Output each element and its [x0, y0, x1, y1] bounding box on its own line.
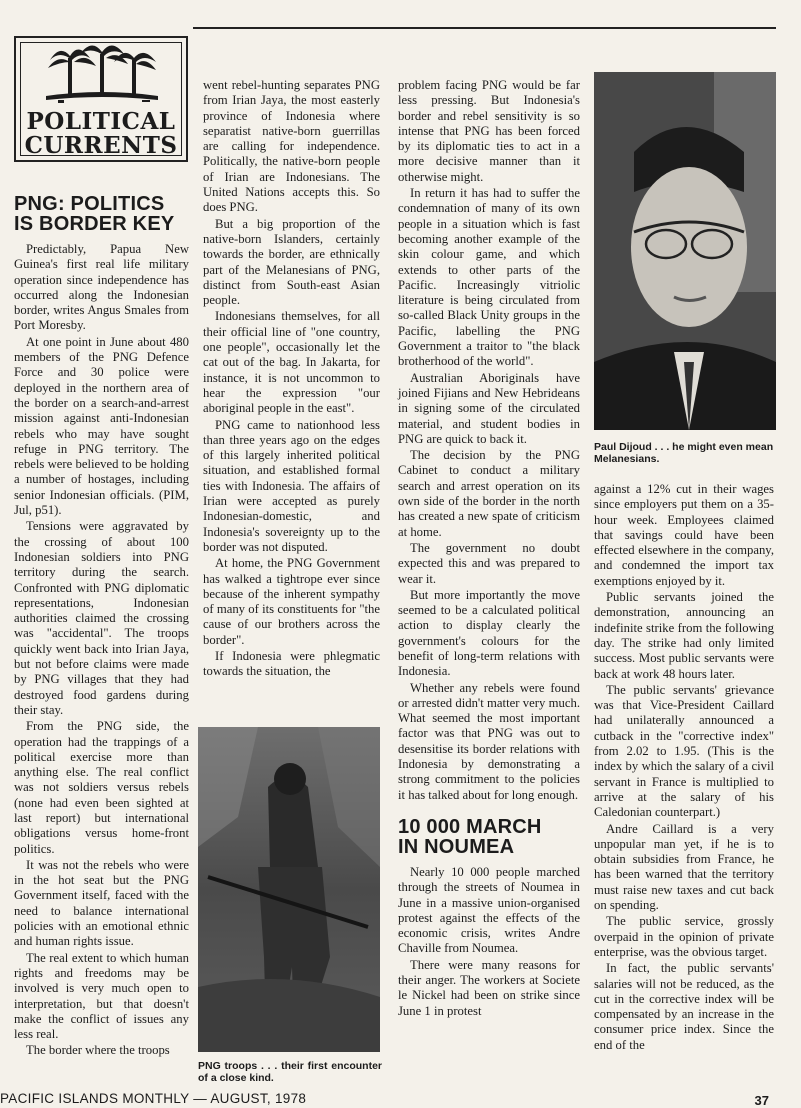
article1-paragraph: problem facing PNG would be far less pressing. But Indonesia's border and rebel sensitivity is so intense that PNG has been forced by its diplomatic ties to act in a more decisive manner than it otherwise might.: [398, 78, 580, 184]
article1-paragraph: The border where the troops: [26, 1043, 170, 1058]
masthead-line2: CURRENTS: [24, 132, 178, 159]
article2-paragraph: The public service, grossly overpaid in the opinion of private enterprise, was the obvious target.: [594, 914, 774, 959]
article1-paragraph: If Indonesia were phlegmatic towards the situation, the: [203, 648, 380, 679]
footer-page-number: 37: [754, 1093, 769, 1108]
article2-paragraph: Public servants joined the demonstration, announcing an indefinite strike from the following day. The strike had only limited success. Most public servants were back at work 48 hours later.: [594, 590, 774, 681]
article1-paragraph: Indonesians themselves, for all their official line of "one country, one people", occasionally let the cat out of the bag. In Jakarta, for instance, it is not uncommon to hear the expression "our aboriginal people in the east".: [203, 309, 380, 416]
article1-paragraph: went rebel-hunting separates PNG from Irian Jaya, the most easterly province of Indonesia where separatist native-born guerrillas are calling for independence. Politically, the native-born people of Irian are Indonesians. The United Nations accepts this. So does PNG.: [203, 78, 380, 215]
article2-paragraph: against a 12% cut in their wages since employers put them on a 35-hour week. Employees claimed that savings could have been effected elsewhere in the company, and condemned the import tax exemptions enjoyed by it.: [594, 482, 774, 588]
top-rule: [193, 27, 776, 29]
article1-paragraph: From the PNG side, the operation had the trappings of a political exercise more than anything else. The real conflict was not soldiers versus rebels (none had even been sighted at last report) but international obligations versus home-front politics.: [14, 719, 189, 856]
article2-paragraph: The public servants' grievance was that Vice-President Caillard had unilaterally announced a cutback in the "corrective index" from 2.02 to 1.95. (This is the index by which the salary of a civil servant in France is multiplied to arrive at the salary of his Caledonian counterpart.): [594, 682, 774, 820]
palm-trees-icon: [46, 40, 158, 106]
article1-paragraph: Australian Aboriginals have joined Fijians and New Hebrideans in signing some of the circulated material, and student bodies in PNG are quick to back it.: [398, 370, 580, 446]
column-4: [594, 482, 774, 1054]
article1-paragraph: It was not the rebels who were in the hot seat but the PNG Government itself, faced with the need to balance international policies with an emotional ethnic and human rights issue.: [14, 857, 189, 949]
column-2: [203, 78, 380, 681]
article1-paragraph: Predictably, Papua New Guinea's first real life military operation since independence has occurred along the Indonesian border, writes Angus Smales from Port Moresby.: [14, 242, 189, 333]
column-1: [14, 194, 189, 1060]
article1-paragraph: In return it has had to suffer the condemnation of many of its own people in a situation which is fast becoming another example of the skin colour game, and which extends to other parts of the Pacific. Increasingly vitriolic literature is being circulated from so-called Black Unity groups in the Pacific, labelling the PNG Government a traitor to "the black brotherhood of the world".: [398, 186, 580, 369]
article2-paragraph: Nearly 10 000 people marched through the streets of Noumea in June in a massive union-organised protest against the effects of the economic crisis, writes Andre Chaville from Noumea.: [398, 864, 580, 956]
article1-paragraph: The government no doubt expected this and was prepared to wear it.: [398, 540, 580, 586]
footer-publication: PACIFIC ISLANDS MONTHLY — AUGUST, 1978: [0, 1091, 307, 1106]
column-3: [398, 78, 580, 1020]
troops-photo: [198, 727, 380, 1052]
article2-headline: 10 000 MARCH IN NOUMEA: [398, 815, 542, 858]
portrait-photo-caption: Paul Dijoud . . . he might even mean Melanesians.: [594, 441, 774, 465]
article1-paragraph: The real extent to which human rights and freedoms may be involved is very much open to interpretation, but that doesn't make the conflict of issues any less real.: [14, 950, 189, 1042]
article1-paragraph: Tensions were aggravated by the crossing of about 100 Indonesian soldiers into PNG territory during the search. Confronted with PNG diplomatic representations, Indonesian authorities claimed the crossing was "accidental". The troops quickly went back into Irian Jaya, but not before claims were made by PNG villages that they had destroyed food gardens during their stay.: [14, 519, 189, 717]
article1-paragraph: At home, the PNG Government has walked a tightrope ever since because of the inherent sympathy of many of its constituents for "the cause of our brothers across the border".: [203, 556, 380, 647]
article2-paragraph: Andre Caillard is a very unpopular man yet, if he is to obtain subsidies from France, he has been warned that the territory must raise new taxes and cut back on spending.: [594, 821, 774, 913]
masthead-line1: POLITICAL: [26, 108, 176, 135]
article2-paragraph: There were many reasons for their anger. The workers at Societe le Nickel had been on strike since June 1 in protest: [398, 957, 580, 1018]
portrait-photo: [594, 72, 776, 430]
article1-paragraph: PNG came to nationhood less than three years ago on the edges of this largely inherited political situation, and established formal ties with Indonesia. The affairs of Irian were accepted as purely Indonesian-domestic, and Indonesia's sovereignty up to the border was not disputed.: [203, 417, 380, 554]
article2-paragraph: In fact, the public servants' salaries will not be reduced, as the cut in the corrective index will be compensated by an increase in the consumer price index. Since the end of the: [594, 961, 774, 1052]
article1-paragraph: Whether any rebels were found or arrested didn't matter very much. What seemed the most important factor was that PNG was out to desensitise its border relations with Indonesia by demonstrating a strong commitment to the policies it has talked about for long enough.: [398, 680, 580, 802]
troops-photo-caption: PNG troops . . . their first encounter of a close kind.: [198, 1060, 382, 1084]
article1-paragraph: The decision by the PNG Cabinet to conduct a military search and arrest operation on its own side of the border in the north has created a new spate of criticism at home.: [398, 448, 580, 539]
political-currents-logo: [14, 36, 188, 162]
article1-paragraph: But more importantly the move seemed to be a calculated political action to display clearly the government's colours for the benefit of long-term relations with Indonesia.: [398, 587, 580, 679]
article1-paragraph: But a big proportion of the native-born Islanders, certainly towards the border, are ethnically part of the Melanesians of PNG, distinct from South-east Asian people.: [203, 216, 380, 308]
article1-headline: PNG: POLITICS IS BORDER KEY: [14, 193, 175, 235]
article1-paragraph: At one point in June about 480 members of the PNG Defence Force and 30 police were deployed in the northern area of the border on a search-and-arrest mission against anti-Indonesian rebels who may have sought refuge in PNG territory. The rebels were believed to be holding a number of hostages, including senior Indonesian officials. (PIM, Jul, p51).: [14, 334, 189, 518]
